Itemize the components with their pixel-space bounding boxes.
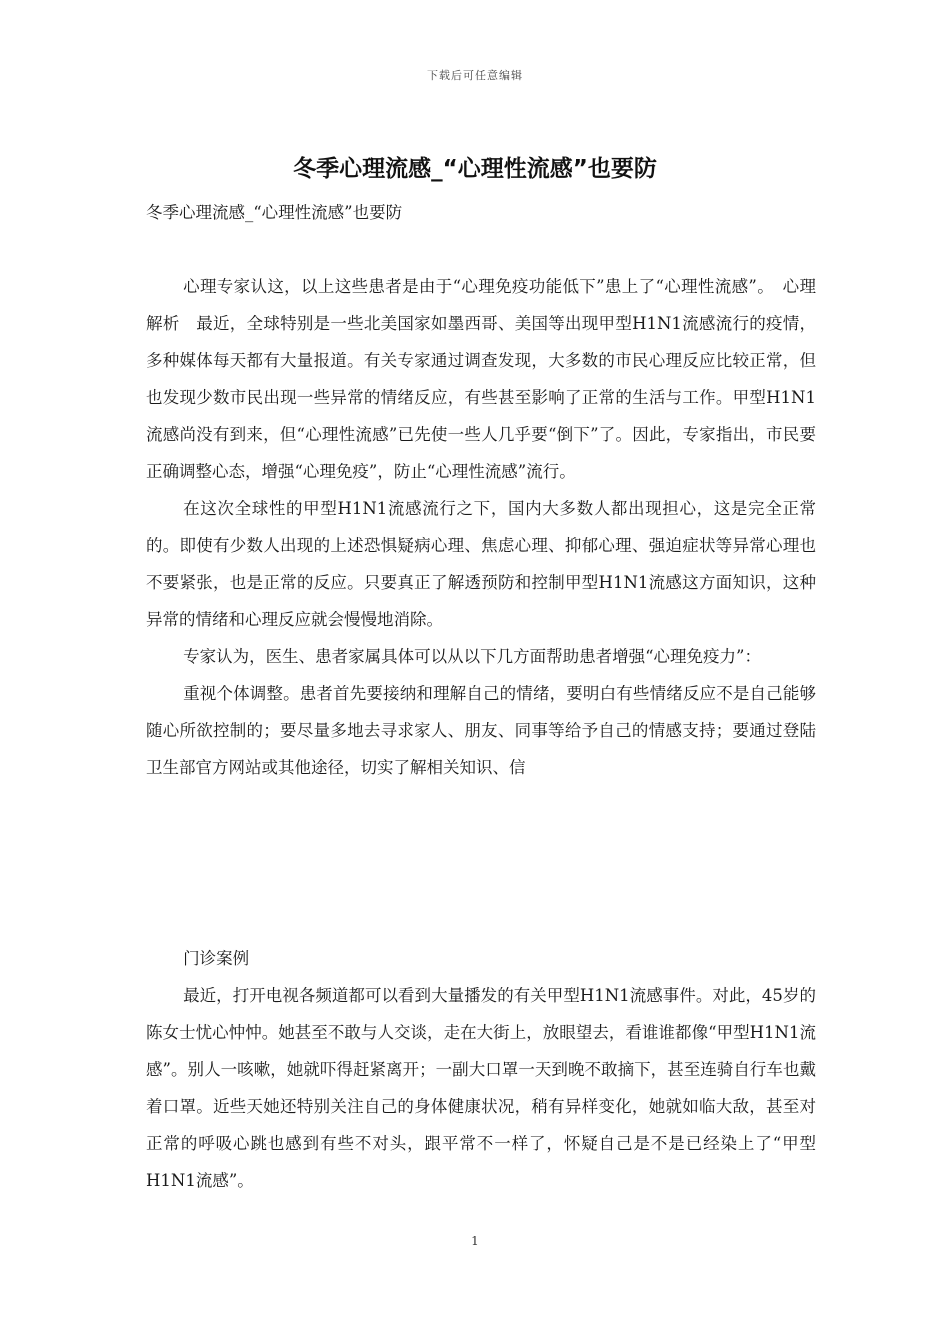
paragraph: 专家认为，医生、患者家属具体可以从以下几方面帮助患者增强“心理免疫力”： (183, 647, 761, 666)
section-clinic-case (146, 940, 816, 1199)
page-number: 1 (471, 1234, 479, 1248)
paragraph: 在这次全球性的甲型H1N1流感流行之下，国内大多数人都出现担心，这是完全正常的。即使有少数人出现的上述恐惧疑病心理、焦虑心理、抑郁心理、强迫症状等异常心理也不要紧张，也是正常的反应。只要真正了解透预防和控制甲型H1N1流感这方面知识，这种异常的情绪和心理反应就会慢慢地消除。 (146, 499, 816, 629)
document-subtitle: 冬季心理流感_“心理性流感”也要防 (146, 203, 403, 222)
paragraph: 心理专家认这，以上这些患者是由于“心理免疫功能低下”患上了“心理性流感”。 心理解析 最近，全球特别是一些北美国家如墨西哥、美国等出现甲型H1N1流感流行的疫情，多种媒体每天都有大量报道。有关专家通过调查发现，大多数的市民心理反应比较正常，但也发现少数市民出现一些异常的情绪反应，有些甚至影响了正常的生活与工作。甲型H1N1流感尚没有到来，但“心理性流感”已先使一些人几乎要“倒下”了。因此，专家指出，市民要正确调整心态，增强“心理免疫”，防止“心理性流感”流行。 (146, 277, 816, 481)
section-expert-analysis (146, 268, 816, 786)
document-title: 冬季心理流感_“心理性流感”也要防 (293, 156, 657, 182)
paragraph: 最近，打开电视各频道都可以看到大量播发的有关甲型H1N1流感事件。对此，45岁的陈女士忧心忡忡。她甚至不敢与人交谈，走在大街上，放眼望去，看谁谁都像“甲型H1N1流感”。别人一咳嗽，她就吓得赶紧离开；一副大口罩一天到晚不敢摘下，甚至连骑自行车也戴着口罩。近些天她还特别关注自己的身体健康状况，稍有异样变化，她就如临大敌，甚至对正常的呼吸心跳也感到有些不对头，跟平常不一样了，怀疑自己是不是已经染上了“甲型H1N1流感”。 (146, 986, 816, 1190)
page-header-note: 下载后可任意编辑 (427, 69, 523, 82)
section-heading: 门诊案例 (183, 949, 250, 968)
paragraph: 重视个体调整。患者首先要接纳和理解自己的情绪，要明白有些情绪反应不是自己能够随心所欲控制的；要尽量多地去寻求家人、朋友、同事等给予自己的情感支持；要通过登陆卫生部官方网站或其他途径，切实了解相关知识、信 (146, 684, 816, 777)
